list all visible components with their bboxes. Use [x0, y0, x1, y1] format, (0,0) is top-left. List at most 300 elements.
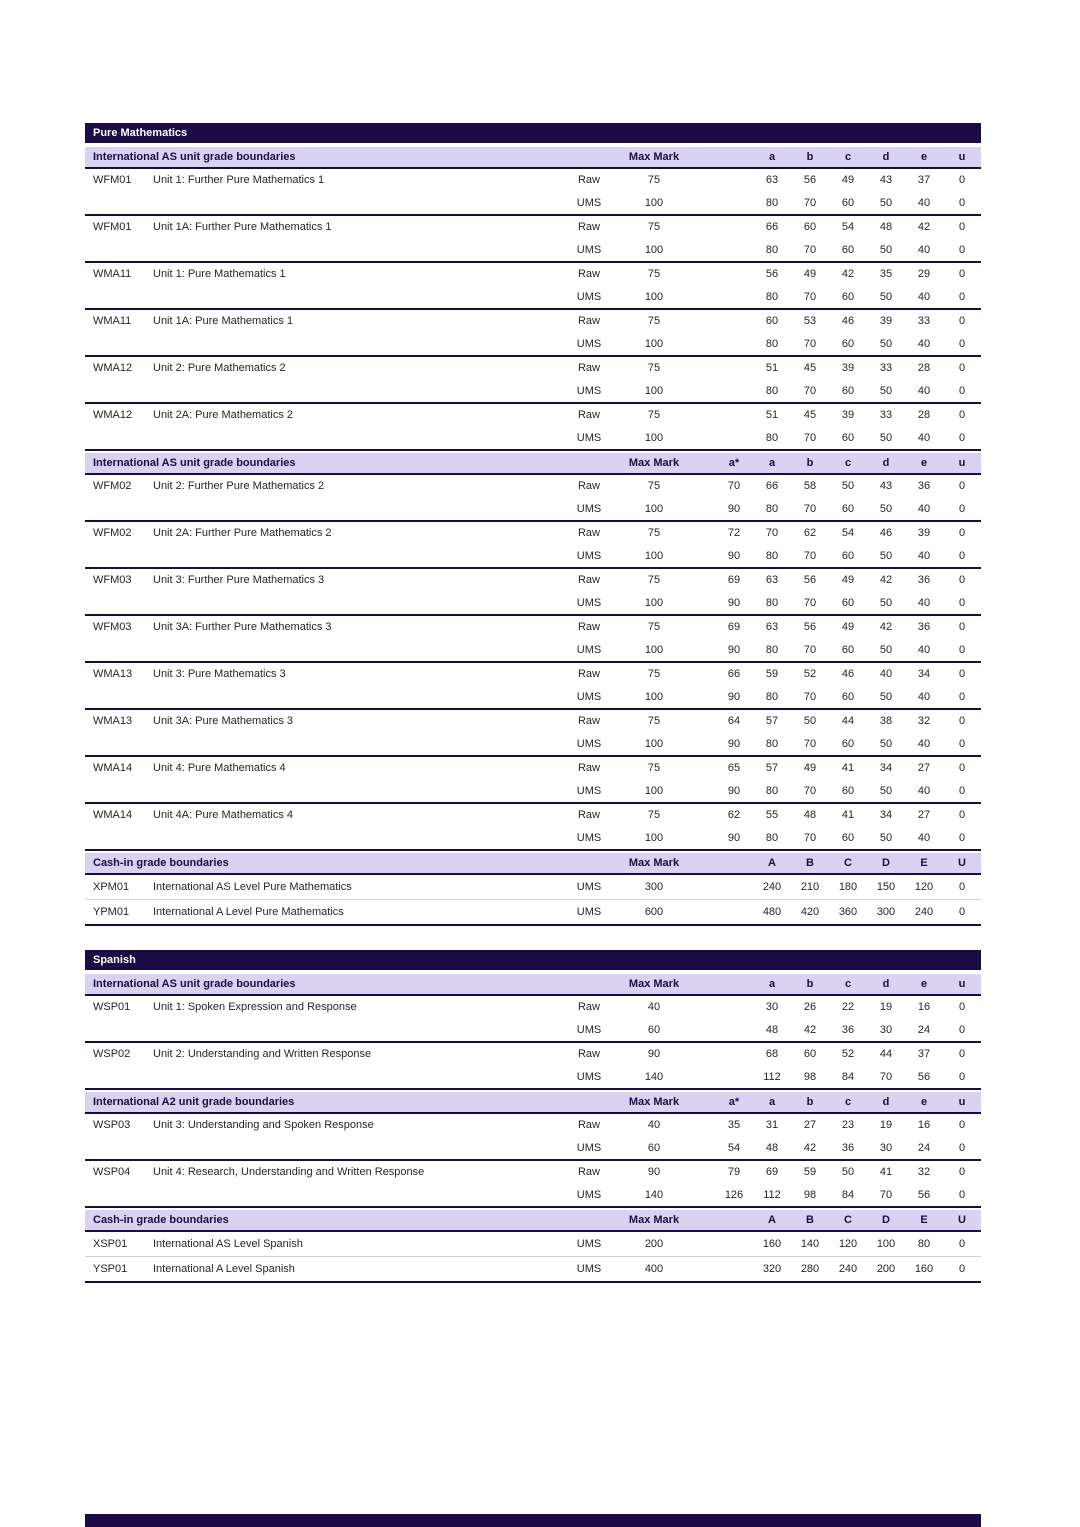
- grade-column-header: d: [882, 1096, 890, 1108]
- grade-boundary-cell: 50: [879, 643, 893, 656]
- cashin-code-cell: YPM01: [93, 906, 130, 918]
- grade-boundary-cell: 70: [803, 690, 817, 703]
- grade-column-header: u: [958, 151, 966, 163]
- grade-column-header: U: [958, 857, 966, 869]
- grade-boundary-cell: 60: [841, 831, 855, 844]
- grade-boundary-cell: 0: [958, 480, 966, 493]
- mark-type-cell: Raw: [577, 762, 600, 775]
- cashin-row: [85, 1256, 981, 1281]
- grade-boundary-cell: 42: [803, 1023, 817, 1036]
- max-mark-cell: 140: [644, 1188, 664, 1201]
- grade-boundary-cell: 60: [841, 384, 855, 397]
- grade-boundary-cell: 70: [803, 831, 817, 844]
- grade-boundary-cell: 126: [724, 1188, 744, 1201]
- unit-mark-row: [85, 1184, 981, 1207]
- unit-code-cell: WFM03: [93, 621, 132, 634]
- max-mark-cell: 100: [644, 784, 664, 797]
- unit-mark-row: [85, 333, 981, 356]
- unit-title-cell: Unit 2A: Further Pure Mathematics 2: [153, 527, 332, 540]
- unit-mark-row: [85, 663, 981, 686]
- grade-column-header: d: [882, 457, 890, 469]
- unit-code-cell: WFM02: [93, 480, 132, 493]
- grade-boundary-cell: 46: [879, 527, 893, 540]
- grade-boundary-cell: 240: [762, 881, 782, 893]
- mark-type-cell: UMS: [576, 196, 602, 209]
- subject-header: Spanish: [85, 950, 981, 970]
- unit-title-cell: Unit 2: Further Pure Mathematics 2: [153, 480, 325, 493]
- mark-type-cell: UMS: [576, 784, 602, 797]
- grade-boundary-cell: 80: [765, 737, 779, 750]
- unit-mark-row: [85, 1114, 981, 1137]
- unit-mark-row: [85, 545, 981, 568]
- grade-boundary-cell: 69: [727, 621, 741, 634]
- grade-boundary-cell: 50: [879, 549, 893, 562]
- grade-boundary-cell: 49: [841, 174, 855, 187]
- unit-title-cell: Unit 3: Understanding and Spoken Response: [153, 1119, 374, 1132]
- grade-boundary-cell: 63: [765, 621, 779, 634]
- grade-boundary-cell: 80: [765, 643, 779, 656]
- grade-boundary-cell: 40: [917, 502, 931, 515]
- section-header-row: [85, 453, 981, 475]
- grade-boundary-cell: 49: [841, 621, 855, 634]
- mark-type-cell: UMS: [576, 1070, 602, 1083]
- mark-type-cell: UMS: [576, 831, 602, 844]
- unit-code-cell: WMA11: [93, 315, 132, 328]
- max-mark-cell: 100: [644, 290, 664, 303]
- grade-boundary-cell: 50: [879, 243, 893, 256]
- max-mark-cell: 75: [647, 715, 661, 728]
- grade-boundary-cell: 0: [958, 290, 966, 303]
- grade-boundary-cell: 84: [841, 1188, 855, 1201]
- grade-column-header: e: [920, 1096, 928, 1108]
- grade-boundary-cell: 28: [917, 362, 931, 375]
- grade-boundary-cell: 50: [879, 831, 893, 844]
- grade-boundary-cell: 0: [958, 1048, 966, 1061]
- grade-column-header: u: [958, 457, 966, 469]
- grade-boundary-cell: 60: [841, 337, 855, 350]
- cashin-title-cell: International A Level Spanish: [153, 1263, 295, 1275]
- grade-boundary-cell: 28: [917, 409, 931, 422]
- unit-mark-row: [85, 710, 981, 733]
- grade-boundary-cell: 160: [762, 1238, 782, 1250]
- unit-mark-row: [85, 522, 981, 545]
- max-mark-cell: 75: [647, 621, 661, 634]
- unit-row-group: [85, 169, 981, 216]
- grade-boundary-cell: 360: [838, 906, 858, 918]
- unit-mark-row: [85, 216, 981, 239]
- max-mark-cell: 75: [647, 409, 661, 422]
- grade-boundary-cell: 0: [958, 643, 966, 656]
- unit-title-cell: Unit 1A: Pure Mathematics 1: [153, 315, 294, 328]
- grade-boundary-cell: 48: [765, 1023, 779, 1036]
- grade-boundary-cell: 34: [879, 809, 893, 822]
- grade-boundary-cell: 59: [765, 668, 779, 681]
- grade-boundary-cell: 0: [958, 784, 966, 797]
- grade-boundary-cell: 44: [841, 715, 855, 728]
- grade-boundary-cell: 30: [765, 1001, 779, 1014]
- cashin-code-cell: YSP01: [93, 1263, 128, 1275]
- grade-boundaries-table: [85, 950, 981, 1283]
- next-section-header-sliver: [85, 1514, 981, 1527]
- grade-column-header: e: [920, 457, 928, 469]
- grade-column-header: D: [882, 857, 890, 869]
- unit-row-group: [85, 569, 981, 616]
- mark-type-cell: UMS: [576, 431, 602, 444]
- unit-mark-row: [85, 804, 981, 827]
- grade-boundary-cell: 90: [727, 784, 741, 797]
- mark-type-cell: Raw: [577, 1166, 600, 1179]
- unit-code-cell: WMA13: [93, 715, 133, 728]
- grade-boundary-cell: 0: [958, 762, 966, 775]
- unit-code-cell: WSP01: [93, 1001, 131, 1014]
- grade-boundaries-table: [85, 123, 981, 926]
- grade-boundary-cell: 66: [765, 221, 779, 234]
- grade-boundary-cell: 51: [765, 409, 779, 422]
- unit-title-cell: Unit 1: Pure Mathematics 1: [153, 268, 286, 281]
- max-mark-cell: 300: [644, 881, 664, 893]
- grade-boundary-cell: 50: [879, 196, 893, 209]
- grade-boundary-cell: 44: [879, 1048, 893, 1061]
- grade-boundary-cell: 19: [879, 1119, 893, 1132]
- unit-mark-row: [85, 475, 981, 498]
- grade-boundary-cell: 35: [879, 268, 893, 281]
- grade-boundary-cell: 45: [803, 409, 817, 422]
- grade-boundary-cell: 43: [879, 174, 893, 187]
- grade-boundary-cell: 80: [765, 384, 779, 397]
- grade-boundary-cell: 60: [841, 643, 855, 656]
- grade-boundary-cell: 65: [727, 762, 741, 775]
- grade-boundary-cell: 70: [803, 196, 817, 209]
- max-mark-column-header: Max Mark: [628, 457, 680, 469]
- mark-type-cell: Raw: [577, 574, 600, 587]
- grade-boundary-cell: 60: [803, 221, 817, 234]
- grade-boundary-cell: 0: [958, 549, 966, 562]
- grade-boundary-cell: 38: [879, 715, 893, 728]
- unit-mark-row: [85, 1066, 981, 1089]
- max-mark-cell: 75: [647, 527, 661, 540]
- max-mark-cell: 75: [647, 268, 661, 281]
- grade-boundary-cell: 70: [803, 431, 817, 444]
- grade-boundary-cell: 0: [958, 621, 966, 634]
- grade-boundary-cell: 70: [803, 243, 817, 256]
- grade-boundary-cell: 80: [765, 196, 779, 209]
- mark-type-cell: UMS: [576, 1188, 602, 1201]
- grade-boundaries-document: [85, 123, 981, 1307]
- max-mark-cell: 100: [644, 596, 664, 609]
- grade-boundary-cell: 57: [765, 715, 779, 728]
- grade-boundary-cell: 50: [841, 480, 855, 493]
- grade-column-header: a*: [728, 1096, 740, 1108]
- grade-boundary-cell: 37: [917, 174, 931, 187]
- grade-boundary-cell: 0: [958, 690, 966, 703]
- grade-column-header: D: [882, 1214, 890, 1226]
- grade-boundary-cell: 0: [958, 831, 966, 844]
- grade-boundary-cell: 300: [876, 906, 896, 918]
- mark-type-cell: UMS: [576, 881, 602, 893]
- grade-boundary-cell: 66: [765, 480, 779, 493]
- grade-boundary-cell: 27: [803, 1119, 817, 1132]
- grade-boundary-cell: 0: [958, 174, 966, 187]
- grade-boundary-cell: 56: [917, 1188, 931, 1201]
- mark-type-cell: UMS: [576, 502, 602, 515]
- cashin-title-cell: International AS Level Spanish: [153, 1238, 303, 1250]
- grade-boundary-cell: 0: [958, 906, 966, 918]
- grade-boundary-cell: 0: [958, 1263, 966, 1275]
- mark-type-cell: UMS: [576, 290, 602, 303]
- grade-boundary-cell: 80: [765, 502, 779, 515]
- unit-title-cell: Unit 4: Pure Mathematics 4: [153, 762, 286, 775]
- section-header-label: International AS unit grade boundaries: [93, 978, 296, 990]
- grade-boundary-cell: 0: [958, 881, 966, 893]
- max-mark-column-header: Max Mark: [628, 1214, 680, 1226]
- mark-type-cell: UMS: [576, 1238, 602, 1250]
- unit-mark-row: [85, 1043, 981, 1066]
- grade-boundary-cell: 70: [727, 480, 741, 493]
- unit-code-cell: WSP03: [93, 1119, 131, 1132]
- grade-boundary-cell: 0: [958, 1188, 966, 1201]
- unit-row-group: [85, 1161, 981, 1208]
- max-mark-cell: 100: [644, 337, 664, 350]
- unit-title-cell: Unit 1A: Further Pure Mathematics 1: [153, 221, 332, 234]
- grade-boundary-cell: 0: [958, 221, 966, 234]
- grade-boundary-cell: 48: [803, 809, 817, 822]
- unit-row-group: [85, 404, 981, 451]
- grade-boundary-cell: 100: [876, 1238, 896, 1250]
- grade-boundary-cell: 0: [958, 268, 966, 281]
- max-mark-cell: 75: [647, 809, 661, 822]
- section-header-label: Cash-in grade boundaries: [93, 1214, 229, 1226]
- grade-boundary-cell: 0: [958, 409, 966, 422]
- grade-column-header: C: [844, 1214, 852, 1226]
- mark-type-cell: Raw: [577, 1048, 600, 1061]
- max-mark-cell: 75: [647, 315, 661, 328]
- unit-row-group: [85, 663, 981, 710]
- grade-boundary-cell: 0: [958, 1166, 966, 1179]
- mark-type-cell: Raw: [577, 1001, 600, 1014]
- grade-boundary-cell: 0: [958, 715, 966, 728]
- grade-column-header: A: [768, 857, 776, 869]
- grade-column-header: c: [844, 1096, 852, 1108]
- mark-type-cell: UMS: [576, 243, 602, 256]
- max-mark-cell: 100: [644, 502, 664, 515]
- grade-boundary-cell: 68: [765, 1048, 779, 1061]
- max-mark-cell: 90: [647, 1048, 661, 1061]
- grade-boundary-cell: 19: [879, 1001, 893, 1014]
- grade-boundary-cell: 36: [917, 574, 931, 587]
- grade-boundary-cell: 50: [879, 290, 893, 303]
- grade-boundary-cell: 26: [803, 1001, 817, 1014]
- grade-boundary-cell: 80: [765, 549, 779, 562]
- grade-boundary-cell: 27: [917, 762, 931, 775]
- unit-mark-row: [85, 1019, 981, 1042]
- grade-boundary-cell: 41: [841, 809, 855, 822]
- mark-type-cell: Raw: [577, 527, 600, 540]
- grade-boundary-cell: 480: [762, 906, 782, 918]
- grade-boundary-cell: 60: [841, 431, 855, 444]
- grade-boundary-cell: 200: [876, 1263, 896, 1275]
- grade-boundary-cell: 22: [841, 1001, 855, 1014]
- mark-type-cell: Raw: [577, 409, 600, 422]
- unit-mark-row: [85, 310, 981, 333]
- cashin-code-cell: XSP01: [93, 1238, 128, 1250]
- grade-boundary-cell: 0: [958, 1070, 966, 1083]
- grade-boundary-cell: 41: [879, 1166, 893, 1179]
- mark-type-cell: UMS: [576, 1263, 602, 1275]
- grade-boundary-cell: 40: [917, 690, 931, 703]
- grade-boundary-cell: 0: [958, 384, 966, 397]
- grade-boundary-cell: 16: [917, 1119, 931, 1132]
- max-mark-cell: 40: [647, 1001, 661, 1014]
- max-mark-cell: 400: [644, 1263, 664, 1275]
- grade-boundary-cell: 84: [841, 1070, 855, 1083]
- grade-boundary-cell: 30: [879, 1141, 893, 1154]
- grade-boundary-cell: 29: [917, 268, 931, 281]
- grade-boundary-cell: 37: [917, 1048, 931, 1061]
- cashin-row-group: [85, 875, 981, 926]
- grade-boundary-cell: 40: [917, 243, 931, 256]
- grade-boundary-cell: 60: [841, 502, 855, 515]
- grade-boundary-cell: 54: [841, 221, 855, 234]
- mark-type-cell: Raw: [577, 221, 600, 234]
- section-header-row: [85, 974, 981, 996]
- section-header-row: [85, 1092, 981, 1114]
- mark-type-cell: UMS: [576, 549, 602, 562]
- max-mark-cell: 200: [644, 1238, 664, 1250]
- grade-boundary-cell: 79: [727, 1166, 741, 1179]
- grade-boundary-cell: 60: [765, 315, 779, 328]
- grade-boundary-cell: 42: [841, 268, 855, 281]
- grade-boundary-cell: 39: [917, 527, 931, 540]
- grade-boundary-cell: 50: [879, 596, 893, 609]
- grade-boundary-cell: 0: [958, 1119, 966, 1132]
- grade-boundary-cell: 180: [838, 881, 858, 893]
- grade-boundary-cell: 50: [879, 384, 893, 397]
- grade-boundary-cell: 70: [803, 596, 817, 609]
- grade-column-header: E: [920, 857, 928, 869]
- section-header-label: Cash-in grade boundaries: [93, 857, 229, 869]
- grade-boundary-cell: 70: [803, 784, 817, 797]
- max-mark-cell: 75: [647, 221, 661, 234]
- max-mark-cell: 100: [644, 831, 664, 844]
- mark-type-cell: UMS: [576, 906, 602, 918]
- grade-boundary-cell: 72: [727, 527, 741, 540]
- grade-boundary-cell: 33: [879, 409, 893, 422]
- grade-boundary-cell: 0: [958, 502, 966, 515]
- grade-boundary-cell: 63: [765, 174, 779, 187]
- grade-boundary-cell: 49: [841, 574, 855, 587]
- grade-boundary-cell: 90: [727, 831, 741, 844]
- grade-boundary-cell: 240: [838, 1263, 858, 1275]
- unit-mark-row: [85, 996, 981, 1019]
- grade-column-header: a*: [728, 457, 740, 469]
- grade-boundary-cell: 60: [803, 1048, 817, 1061]
- grade-boundary-cell: 42: [879, 621, 893, 634]
- grade-column-header: u: [958, 1096, 966, 1108]
- section-header-label: International A2 unit grade boundaries: [93, 1096, 295, 1108]
- grade-boundary-cell: 40: [917, 737, 931, 750]
- section-header-row: [85, 1210, 981, 1232]
- unit-row-group: [85, 522, 981, 569]
- mark-type-cell: UMS: [576, 596, 602, 609]
- grade-boundary-cell: 90: [727, 690, 741, 703]
- grade-boundary-cell: 0: [958, 431, 966, 444]
- grade-boundary-cell: 80: [765, 784, 779, 797]
- grade-boundary-cell: 0: [958, 337, 966, 350]
- max-mark-cell: 600: [644, 906, 664, 918]
- grade-boundary-cell: 16: [917, 1001, 931, 1014]
- unit-mark-row: [85, 616, 981, 639]
- grade-column-header: C: [844, 857, 852, 869]
- unit-row-group: [85, 804, 981, 851]
- grade-boundary-cell: 56: [803, 621, 817, 634]
- grade-boundary-cell: 80: [765, 243, 779, 256]
- max-mark-cell: 75: [647, 762, 661, 775]
- grade-boundary-cell: 70: [879, 1188, 893, 1201]
- unit-mark-row: [85, 427, 981, 450]
- grade-boundary-cell: 150: [876, 881, 896, 893]
- grade-boundary-cell: 23: [841, 1119, 855, 1132]
- grade-boundary-cell: 0: [958, 243, 966, 256]
- unit-mark-row: [85, 498, 981, 521]
- grade-boundary-cell: 56: [917, 1070, 931, 1083]
- unit-row-group: [85, 475, 981, 522]
- grade-column-header: a: [768, 978, 776, 990]
- unit-row-group: [85, 1043, 981, 1090]
- max-mark-cell: 100: [644, 549, 664, 562]
- unit-mark-row: [85, 686, 981, 709]
- grade-boundary-cell: 60: [841, 243, 855, 256]
- grade-boundary-cell: 69: [765, 1166, 779, 1179]
- grade-column-header: E: [920, 1214, 928, 1226]
- unit-mark-row: [85, 169, 981, 192]
- grade-boundary-cell: 50: [803, 715, 817, 728]
- unit-mark-row: [85, 780, 981, 803]
- grade-boundary-cell: 112: [763, 1188, 781, 1201]
- max-mark-cell: 100: [644, 196, 664, 209]
- subject-header: Pure Mathematics: [85, 123, 981, 143]
- grade-column-header: a: [768, 1096, 776, 1108]
- grade-boundary-cell: 51: [765, 362, 779, 375]
- grade-boundary-cell: 70: [803, 337, 817, 350]
- mark-type-cell: Raw: [577, 621, 600, 634]
- grade-boundary-cell: 160: [914, 1263, 934, 1275]
- unit-row-group: [85, 310, 981, 357]
- grade-boundary-cell: 40: [917, 337, 931, 350]
- grade-boundary-cell: 140: [800, 1238, 820, 1250]
- mark-type-cell: Raw: [577, 668, 600, 681]
- grade-boundary-cell: 80: [765, 831, 779, 844]
- unit-mark-row: [85, 592, 981, 615]
- grade-boundary-cell: 40: [917, 643, 931, 656]
- grade-boundary-cell: 33: [879, 362, 893, 375]
- grade-boundary-cell: 54: [727, 1141, 741, 1154]
- grade-boundary-cell: 58: [803, 480, 817, 493]
- grade-boundary-cell: 62: [803, 527, 817, 540]
- max-mark-cell: 90: [647, 1166, 661, 1179]
- max-mark-cell: 75: [647, 362, 661, 375]
- grade-boundary-cell: 56: [803, 574, 817, 587]
- grade-column-header: c: [844, 457, 852, 469]
- grade-column-header: B: [806, 1214, 814, 1226]
- grade-boundary-cell: 40: [917, 290, 931, 303]
- grade-boundary-cell: 48: [765, 1141, 779, 1154]
- unit-title-cell: Unit 2: Understanding and Written Response: [153, 1048, 372, 1061]
- unit-code-cell: WSP02: [93, 1048, 131, 1061]
- grade-boundary-cell: 62: [727, 809, 741, 822]
- grade-boundary-cell: 40: [917, 596, 931, 609]
- grade-boundary-cell: 49: [803, 762, 817, 775]
- unit-code-cell: WMA11: [93, 268, 132, 281]
